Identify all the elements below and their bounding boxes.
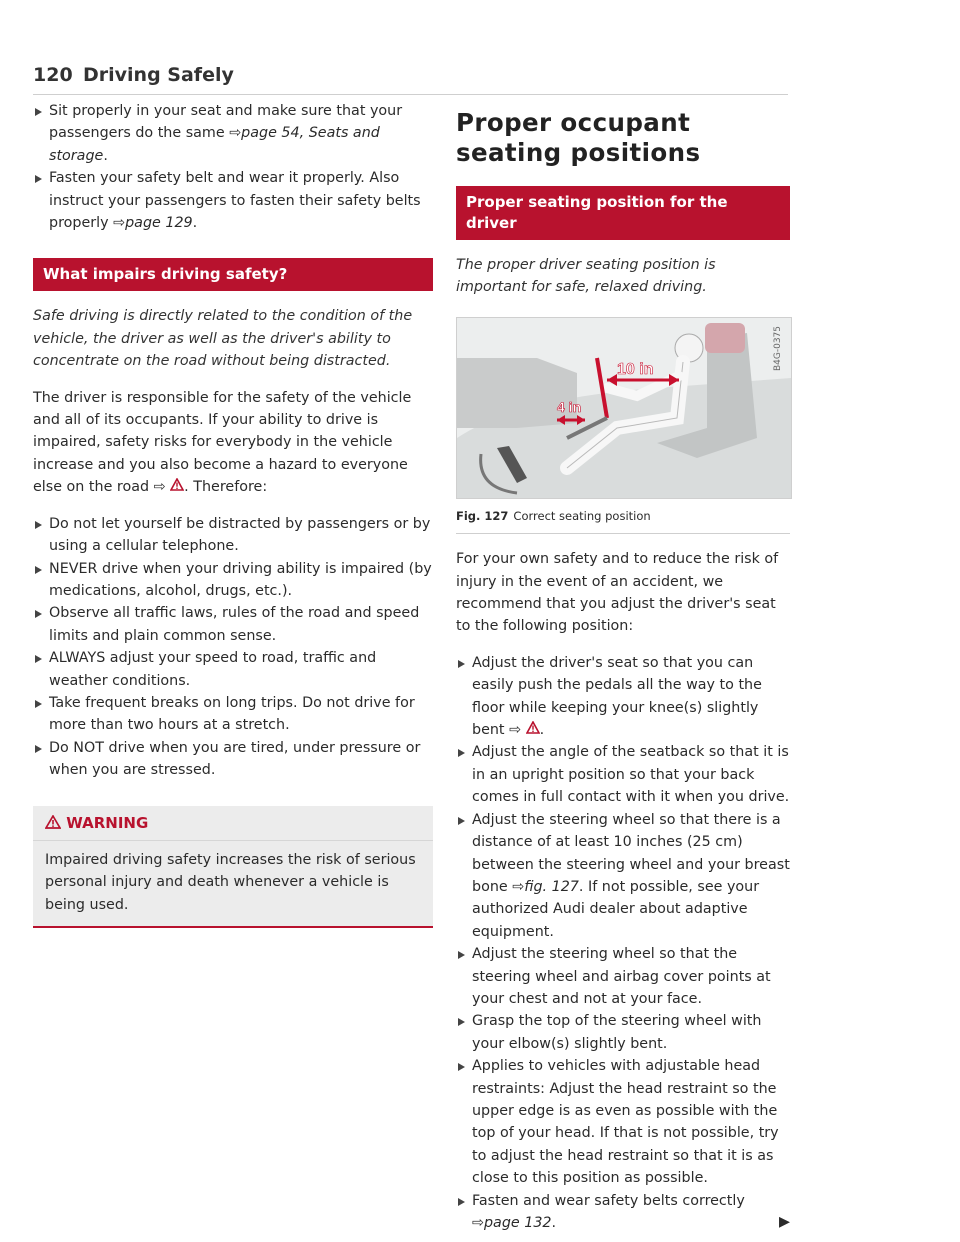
cross-ref-arrow-icon: ⇨ [472,1215,484,1231]
label-10in: 10 in [617,360,654,378]
figure-code: B4G-0375 [772,325,783,371]
right-column [456,108,790,1234]
list-item: Sit properly in your seat and make sure that your passengers do the same ⇨page 54, Seats and storage. [33,100,433,167]
section-banner: Proper seating position for the driver [456,186,790,240]
list-item: Adjust the steering wheel so that the steering wheel and airbag cover points at your chest and not at your face. [456,943,790,1010]
cross-ref-arrow-icon: ⇨ [509,722,522,739]
caption-text: Correct seating position [513,508,651,523]
list-item: Applies to vehicles with adjustable head restraints: Adjust the head restraint so the upper edge is as even as possible with the top of your head. If that is not possible, try to adjust the head restraint so that it is as close to this position as possible. [456,1055,790,1189]
list-item: Adjust the angle of the seatback so that it is in an upright position so that your back comes in full contact with it when you drive. [456,741,790,808]
list-item: Do not let yourself be distracted by passengers or by using a cellular telephone. [33,513,433,558]
figure-caption [456,505,790,534]
cross-ref-arrow-icon: ⇨ [229,125,242,142]
section-banner: What impairs driving safety? [33,258,433,291]
list-item: Adjust the driver's seat so that you can easily push the pedals all the way to the floor while keeping your knee(s) slightly bent ⇨ . [456,652,790,742]
page-title: Proper occupant seating positions [456,108,701,167]
list-item: Adjust the steering wheel so that there is a distance of at least 10 inches (25 cm) between the steering wheel and your breast bone ⇨fig. 127. If not possible, see your authorized Audi dealer about adaptive equipment. [456,809,790,943]
left-column [33,100,433,928]
warning-triangle-icon[interactable] [526,719,540,741]
warning-box [33,806,433,929]
header-rule [33,94,788,95]
list-item: ALWAYS adjust your speed to road, traffic and weather conditions. [33,647,433,692]
seating-position-figure [456,317,792,499]
caption-label: Fig. 127 [456,508,509,523]
seating-illustration [457,318,791,498]
warning-triangle-icon[interactable] [170,476,184,498]
cross-ref-arrow-icon: ⇨ [512,878,525,895]
bullet-list [33,513,433,782]
continue-arrow-icon: ▶ [779,1214,790,1230]
cross-ref-link[interactable]: page 132 [483,1215,552,1231]
bullet-list [456,652,790,1235]
list-item: Fasten your safety belt and wear it properly. Also instruct your passengers to fasten their safety belts properly ⇨page 129. [33,167,433,234]
warning-header [33,806,433,841]
cross-ref-arrow-icon: ⇨ [113,215,126,232]
intro-text: The proper driver seating position is important for safe, relaxed driving. [456,257,716,296]
top-bullet-list [33,100,433,234]
body-paragraph: The driver is responsible for the safety of the vehicle and all of its occupants. If your ability to drive is impaired, safety risks for everybody in the vehicle increase and you also become a hazard to everyone else on the road ⇨ . Therefore: [33,387,433,499]
page-number: 120 [33,64,73,86]
cross-ref-link[interactable]: page 129 [125,215,193,232]
cross-ref-arrow-icon: ⇨ [153,479,166,496]
list-item: Fasten and wear safety belts correctly ⇨page 132. ▶ [456,1190,790,1235]
body-paragraph: For your own safety and to reduce the risk of injury in the event of an accident, we recommend that you adjust the driver's seat to the following position: [456,551,779,635]
page-header [33,64,788,94]
warning-text: Impaired driving safety increases the risk of serious personal injury and death whenever a vehicle is being used. [45,851,416,913]
warning-label: WARNING [66,813,149,832]
list-item: NEVER drive when your driving ability is impaired (by medications, alcohol, drugs, etc.). [33,558,433,603]
cross-ref-link[interactable]: fig. 127 [524,878,579,895]
list-item: Grasp the top of the steering wheel with your elbow(s) slightly bent. [456,1010,790,1055]
intro-text: Safe driving is directly related to the condition of the vehicle, the driver as well as the driver's ability to concentrate on the road without being distracted. [33,308,413,370]
list-item: Observe all traffic laws, rules of the road and speed limits and plain common sense. [33,602,433,647]
list-item: Do NOT drive when you are tired, under pressure or when you are stressed. [33,737,433,782]
warning-triangle-icon [45,814,61,832]
section-title: Driving Safely [83,64,234,86]
cross-ref-link[interactable]: page 54, Seats and storage [49,125,380,164]
label-4in: 4 in [557,398,582,415]
list-item: Take frequent breaks on long trips. Do not drive for more than two hours at a stretch. [33,692,433,737]
